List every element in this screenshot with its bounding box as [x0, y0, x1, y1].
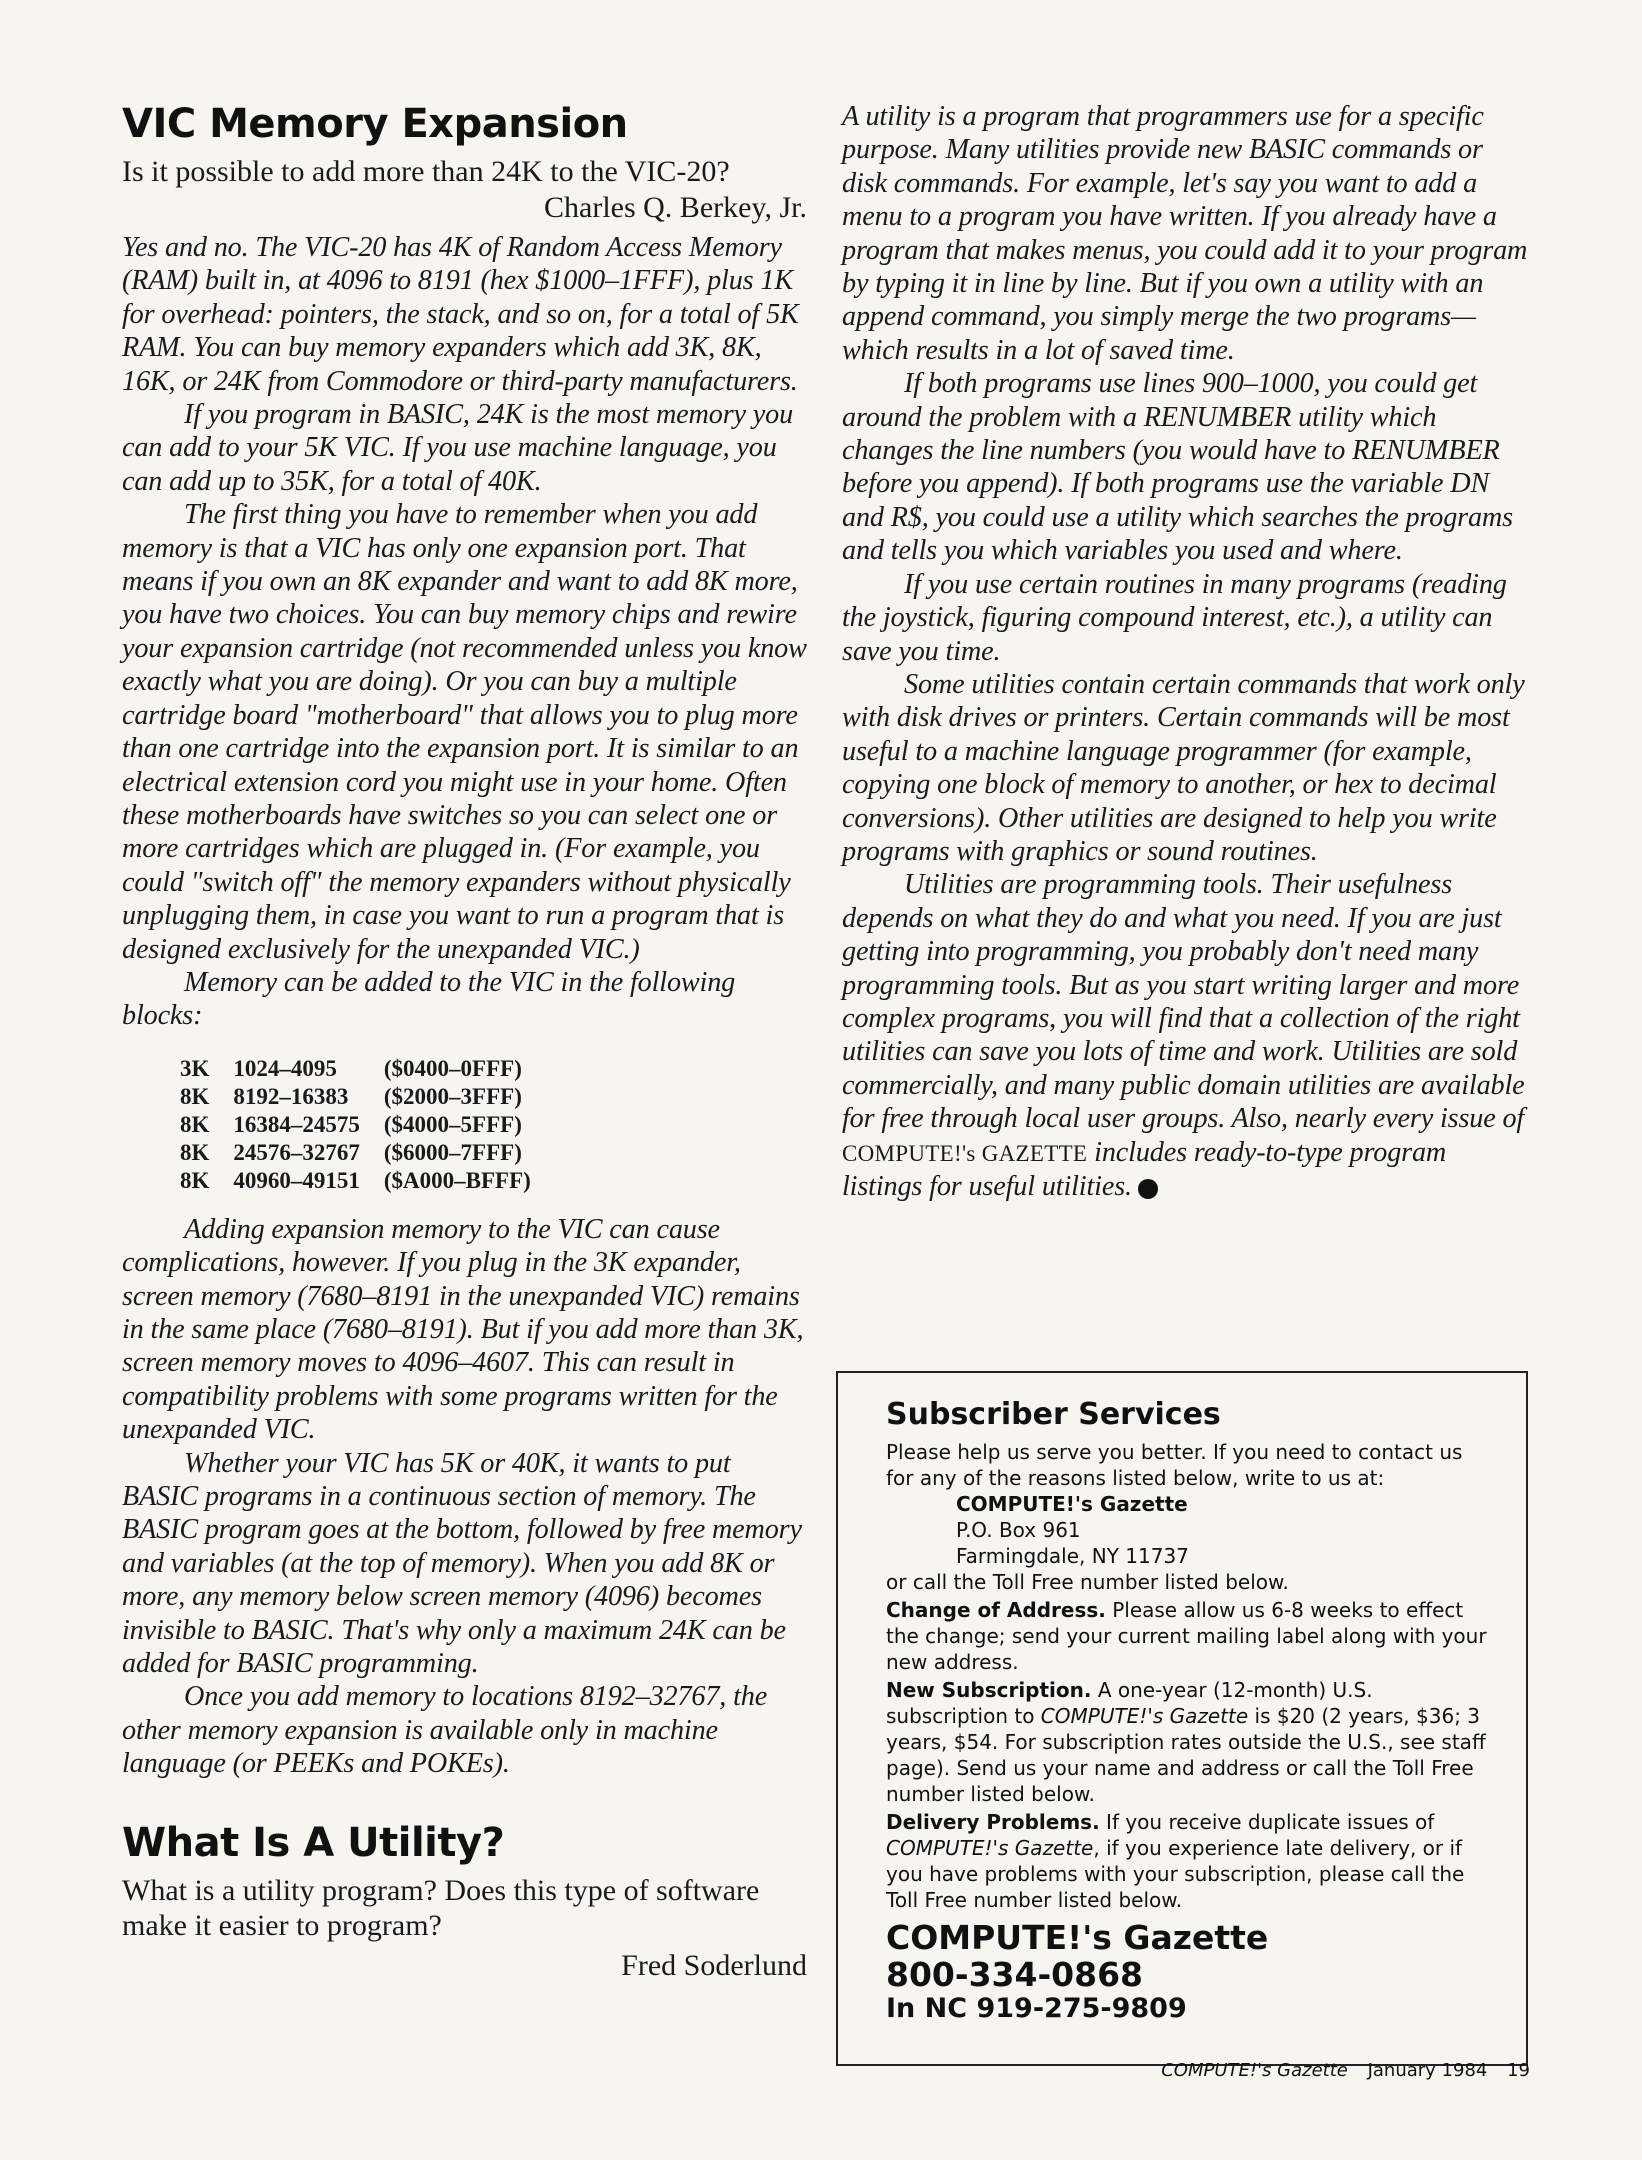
vic-paragraph-3: The first thing you have to remember when you add memory is that a VIC has only one expansion port. That means if you own an 8K expander and want to add 8K more, you have two choices. You can buy memory chips and rewire your expansion cartridge (not recommended unless you know exactly what you are doing). Or you can buy a multiple cartridge board "motherboard" that allows you to plug more than one cartridge into the expansion port. It is similar to an electrical extension cord you might use in your home. Often these motherboards have switches so you can select one or more cartridges which are plugged in. (For example, you could "switch off" the memory expanders without physically unplugging them, in case you want to run a program that is designed exclusively for the unexpanded VIC.) — [122, 499, 807, 965]
footer-date: January 1984 — [1367, 2060, 1488, 2081]
delivery-problems — [886, 1809, 1496, 1913]
new-magazine: COMPUTE!'s Gazette — [1040, 1704, 1249, 1728]
utility-paragraph-1: A utility is a program that programmers use for a specific purpose. Many utilities provide new BASIC commands or disk commands. For example, let's say you want to add a menu to a program you have written. If you already have a program that makes menus, you could add it to your program by typing it in line by line. But if you own a utility with an append command, you simply merge the two programs—which results in a lot of saved time. — [842, 101, 1528, 366]
vic-memory-article — [122, 100, 807, 1781]
utility-paragraph-2: If both programs use lines 900–1000, you could get around the problem with a RENUMBER utility which changes the line numbers (you would have to RENUMBER before you append). If both programs use the variable DN and R$, you could use a utility which searches the programs and tells you which variables you used and where. — [842, 368, 1513, 567]
footer-magazine: COMPUTE!'s Gazette — [1161, 2060, 1348, 2081]
delivery-text-a: If you receive duplicate issues of — [1099, 1810, 1435, 1834]
contact-name: COMPUTE!'s Gazette — [886, 1918, 1269, 1957]
delivery-text-b: , if you experience late delivery, or if you have problems with your subscription, please call the Toll Free number listed below. — [886, 1836, 1465, 1912]
page-number: 19 — [1507, 2060, 1530, 2081]
new-text-a: A one-year (12-month) U.S. subscription to — [886, 1678, 1373, 1728]
vic-author: Charles Q. Berkey, Jr. — [544, 191, 807, 224]
change-text: Please allow us 6-8 weeks to effect the change; send your current mailing label along with your new address. — [886, 1598, 1487, 1674]
block-decimal-range: 8192–16383 — [233, 1083, 349, 1109]
block-hex-range: ($A000–BFFF) — [383, 1167, 531, 1193]
vic-question: Is it possible to add more than 24K to the VIC-20? — [122, 155, 730, 188]
utility-paragraph-5 — [842, 868, 1532, 1203]
change-label: Change of Address. — [886, 1598, 1106, 1622]
block-size: 3K — [180, 1055, 210, 1081]
gazette-brand-inline: COMPUTE!'s GAZETTE — [842, 1140, 1088, 1166]
table-row — [180, 1083, 555, 1111]
utility-heading: What Is A Utility? — [122, 1819, 505, 1866]
utility-paragraph-3: If you use certain routines in many programs (reading the joystick, figuring compound interest, etc.), a utility can save you time. — [842, 568, 1507, 667]
block-size: 8K — [180, 1083, 210, 1109]
utility-question: What is a utility program? Does this type of software make it easier to program? — [122, 1873, 760, 1942]
subscriber-contact — [886, 1919, 1496, 2025]
table-row — [180, 1139, 555, 1167]
vic-paragraph-1: Yes and no. The VIC-20 has 4K of Random Access Memory (RAM) built in, at 4096 to 8191 (hex $1000–1FFF), plus 1K for overhead: pointers, the stack, and so on, for a total of 5K RAM. You can buy memory expanders which add 3K, 8K, 16K, or 24K from Commodore or third-party manufacturers. — [122, 232, 799, 397]
subscriber-intro: Please help us serve you better. If you need to contact us for any of the reasons listed below, write to us at: — [886, 1440, 1463, 1490]
subscriber-title: Subscriber Services — [886, 1397, 1221, 1432]
vic-paragraph-6: Whether your VIC has 5K or 40K, it wants to put BASIC programs in a continuous section of memory. The BASIC program goes at the bottom, followed by free memory and variables (at the top of memory). When you add 8K or more, any memory below screen memory (4096) becomes invisible to BASIC. That's why only a maximum 24K can be added for BASIC programming. — [122, 1447, 802, 1680]
subscriber-call: or call the Toll Free number listed below. — [886, 1570, 1289, 1594]
table-row — [180, 1111, 555, 1139]
block-hex-range: ($6000–7FFF) — [383, 1139, 522, 1165]
new-label: New Subscription. — [886, 1678, 1092, 1702]
new-subscription — [886, 1677, 1496, 1807]
block-decimal-range: 16384–24575 — [233, 1111, 360, 1137]
table-row — [180, 1167, 555, 1195]
subscriber-address — [956, 1491, 1496, 1569]
contact-phone: 800-334-0868 — [886, 1955, 1144, 1994]
vic-answer — [122, 231, 807, 1781]
memory-blocks-table — [180, 1055, 555, 1195]
left-column — [122, 100, 807, 1989]
block-decimal-range: 24576–32767 — [233, 1139, 360, 1165]
vic-heading: VIC Memory Expansion — [122, 101, 628, 147]
vic-paragraph-7: Once you add memory to locations 8192–32767, the other memory expansion is available only in machine language (or PEEKs and POKEs). — [122, 1681, 768, 1780]
right-column — [842, 100, 1532, 1203]
new-text-b: is $20 (2 years, $36; 3 years, $54. For subscription rates outside the U.S., see staff page). Send us your name and address or call the Toll Free number listed below. — [886, 1704, 1486, 1806]
vic-paragraph-2: If you program in BASIC, 24K is the most memory you can add to your 5K VIC. If you use machine language, you can add up to 35K, for a total of 40K. — [122, 399, 794, 497]
vic-paragraph-5: Adding expansion memory to the VIC can cause complications, however. If you plug in the 3K expander, screen memory (7680–8191 in the unexpanded VIC) remains in the same place (7680–8191). But if you add more than 3K, screen memory moves to 4096–4607. This can result in compatibility problems with some programs written for the unexpanded VIC. — [122, 1213, 804, 1446]
vic-paragraph-4: Memory can be added to the VIC in the following blocks: — [122, 966, 736, 1032]
delivery-magazine: COMPUTE!'s Gazette — [886, 1836, 1094, 1860]
utility-article — [122, 1819, 807, 1985]
address-line-1: P.O. Box 961 — [956, 1518, 1081, 1542]
block-hex-range: ($4000–5FFF) — [383, 1111, 522, 1137]
utility-paragraph-5-text: Utilities are programming tools. Their usefulness depends on what they do and what you need. If you are just getting into programming, you probably don't need many programming tools. But as you start writing larger and more complex programs, you will find that a collection of the right utilities can save you lots of time and work. Utilities are sold commercially, and many public domain utilities are available for free through local user groups. Also, nearly every issue of — [842, 869, 1525, 1135]
delivery-label: Delivery Problems. — [886, 1810, 1100, 1834]
table-row — [180, 1055, 555, 1083]
utility-author: Fred Soderlund — [621, 1948, 807, 1982]
utility-paragraph-5-tail: includes ready-to-type program listings for useful utilities. — [842, 1136, 1447, 1202]
block-decimal-range: 40960–49151 — [233, 1167, 360, 1193]
block-size: 8K — [180, 1111, 210, 1137]
block-hex-range: ($2000–3FFF) — [383, 1083, 522, 1109]
utility-answer — [842, 100, 1532, 1203]
utility-paragraph-4: Some utilities contain certain commands that work only with disk drives or printers. Certain commands will be most useful to a machine language programmer (for example, copying one block of memory to another, or hex to decimal conversions). Other utilities are designed to help you write programs with graphics or sound routines. — [842, 668, 1525, 867]
block-decimal-range: 1024–4095 — [233, 1055, 337, 1081]
address-company: COMPUTE!'s Gazette — [956, 1492, 1188, 1516]
block-size: 8K — [180, 1167, 210, 1193]
gazette-end-mark-icon: G — [1138, 1179, 1158, 1199]
subscriber-services-box — [836, 1371, 1528, 2066]
page-footer — [1161, 2060, 1530, 2081]
block-size: 8K — [180, 1139, 210, 1165]
change-of-address — [886, 1597, 1496, 1675]
block-hex-range: ($0400–0FFF) — [383, 1055, 522, 1081]
contact-nc-phone: In NC 919-275-9809 — [886, 1993, 1187, 2024]
address-line-2: Farmingdale, NY 11737 — [956, 1544, 1189, 1568]
